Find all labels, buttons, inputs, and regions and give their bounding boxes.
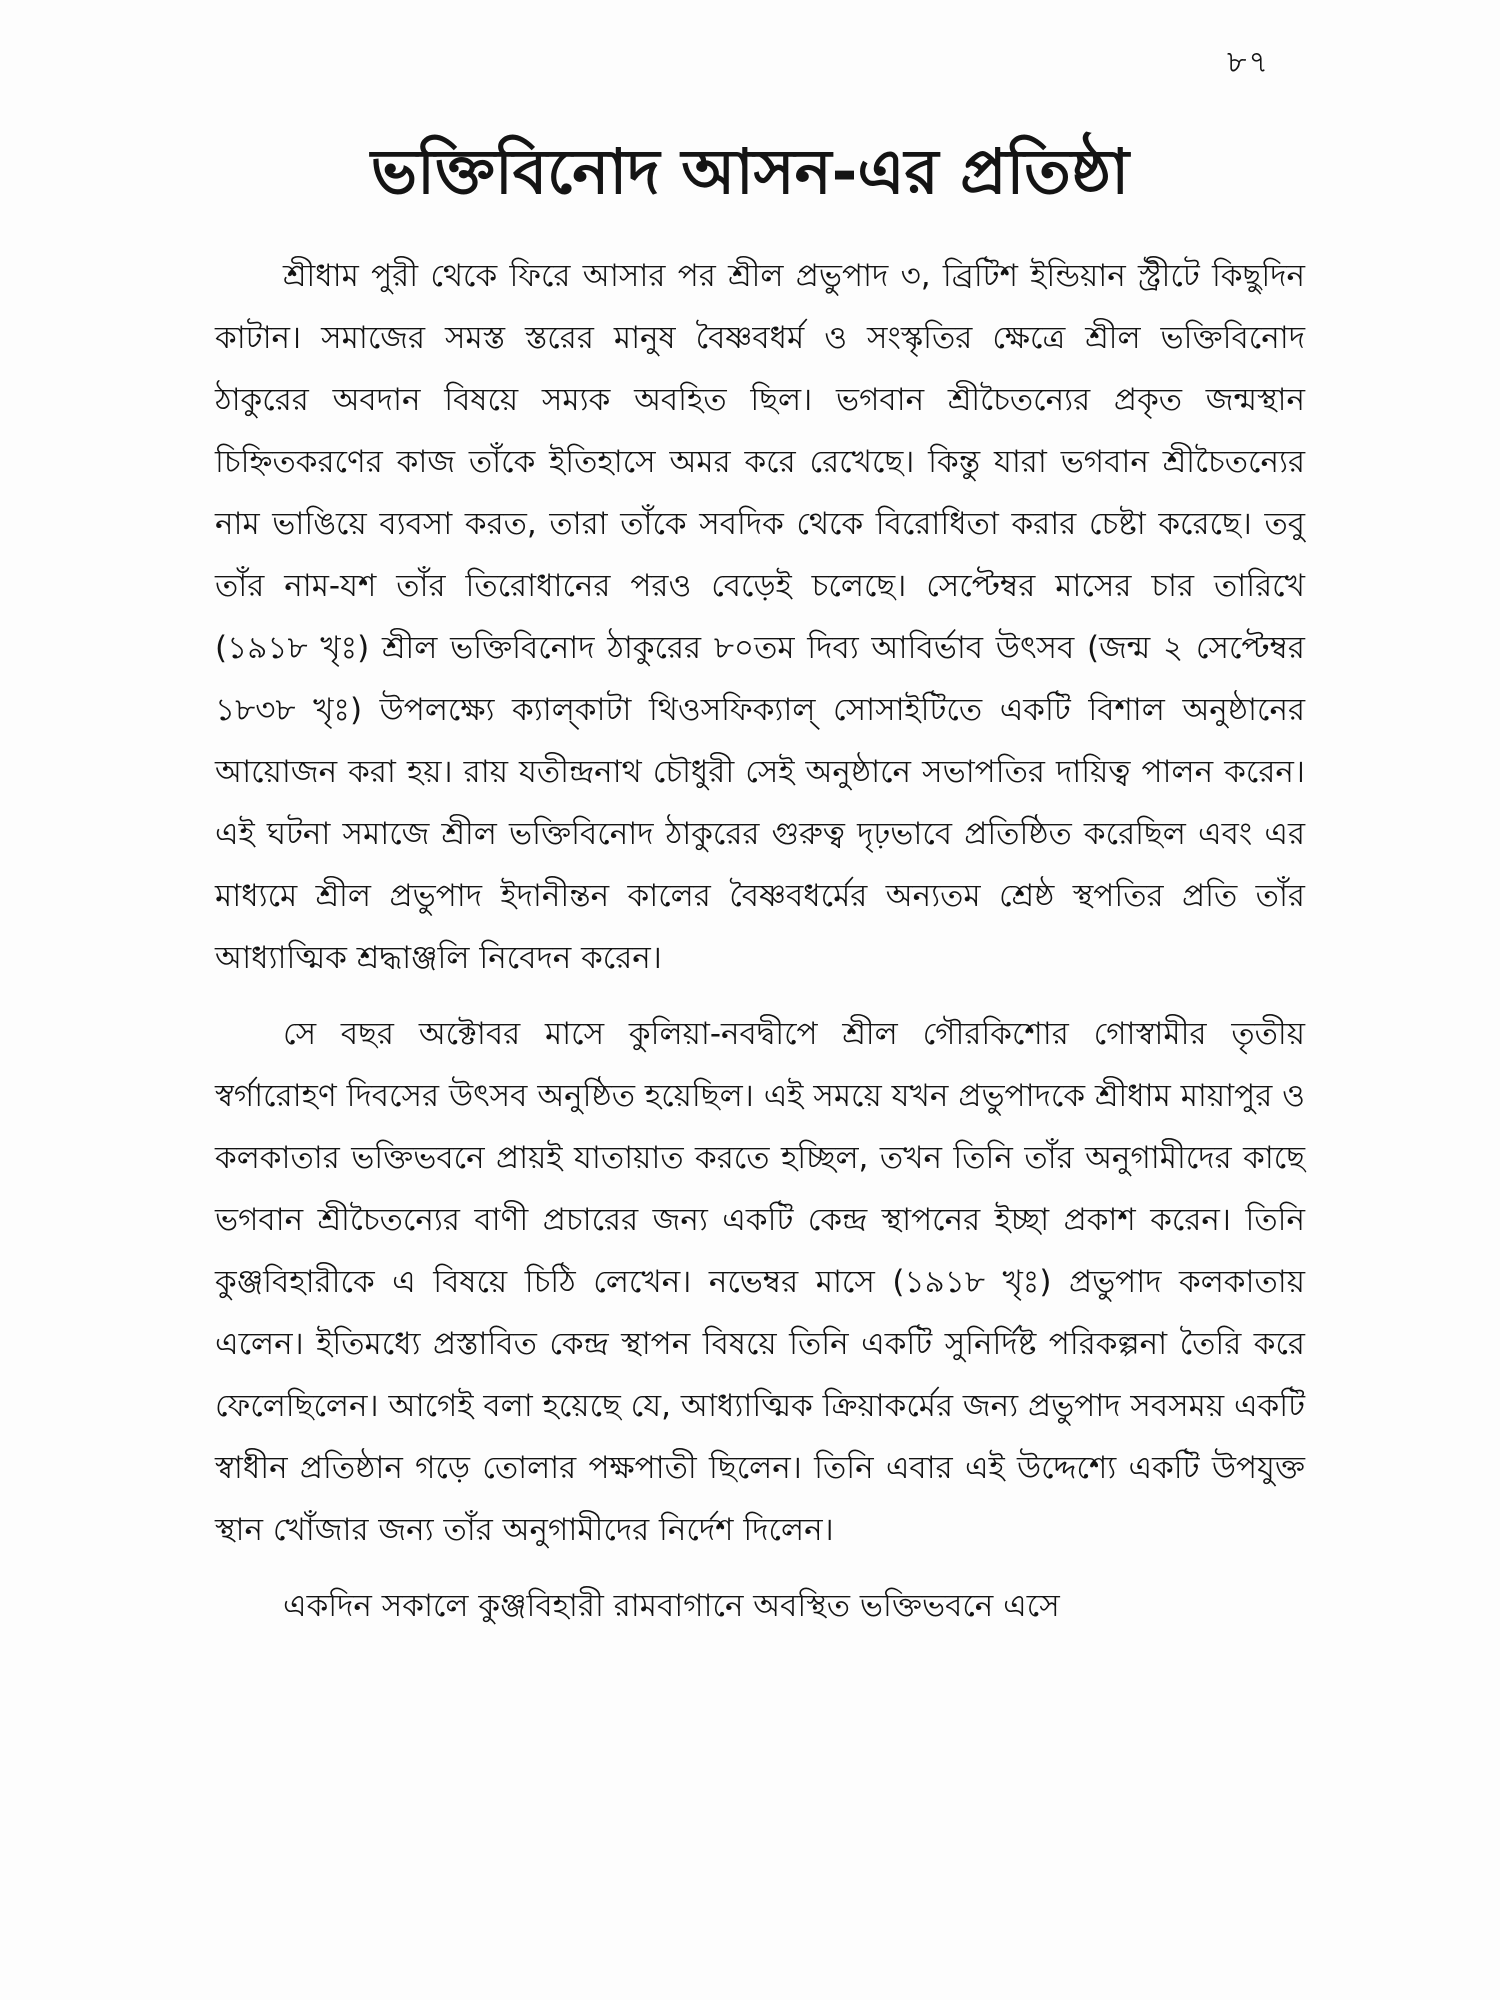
- page-number: ৮৭: [1227, 45, 1270, 80]
- paragraph-1: শ্রীধাম পুরী থেকে ফিরে আসার পর শ্রীল প্রভুপাদ ৩, ব্রিটিশ ইন্ডিয়ান স্ট্রীটে কিছুদিন কাটান। সমাজের সমস্ত স্তরের মানুষ বৈষ্ণবধর্ম ও সংস্কৃতির ক্ষেত্রে শ্রীল ভক্তিবিনোদ ঠাকুরের অবদান বিষয়ে সম্যক অবহিত ছিল। ভগবান শ্রীচৈতন্যের প্রকৃত জন্মস্থান চিহ্নিতকরণের কাজ তাঁকে ইতিহাসে অমর করে রেখেছে। কিন্তু যারা ভগবান শ্রীচৈতন্যের নাম ভাঙিয়ে ব্যবসা করত, তারা তাঁকে সবদিক থেকে বিরোধিতা করার চেষ্টা করেছে। তবু তাঁর নাম-যশ তাঁর তিরোধানের পরও বেড়েই চলেছে। সেপ্টেম্বর মাসের চার তারিখে (১৯১৮ খৃঃ) শ্রীল ভক্তিবিনোদ ঠাকুরের ৮০তম দিব্য আবির্ভাব উৎসব (জন্ম ২ সেপ্টেম্বর ১৮৩৮ খৃঃ) উপলক্ষ্যে ক্যাল্‌কাটা থিওসফিক্যাল্‌ সোসাইটিতে একটি বিশাল অনুষ্ঠানের আয়োজন করা হয়। রায় যতীন্দ্রনাথ চৌধুরী সেই অনুষ্ঠানে সভাপতির দায়িত্ব পালন করেন। এই ঘটনা সমাজে শ্রীল ভক্তিবিনোদ ঠাকুরের গুরুত্ব দৃঢ়ভাবে প্রতিষ্ঠিত করেছিল এবং এর মাধ্যমে শ্রীল প্রভুপাদ ইদানীন্তন কালের বৈষ্ণবধর্মের অন্যতম শ্রেষ্ঠ স্থপতির প্রতি তাঁর আধ্যাত্মিক শ্রদ্ধাঞ্জলি নিবেদন করেন।: [215, 258, 1305, 976]
- body-text: [215, 245, 1305, 1637]
- paragraph-2: সে বছর অক্টোবর মাসে কুলিয়া-নবদ্বীপে শ্রীল গৌরকিশোর গোস্বামীর তৃতীয় স্বর্গারোহণ দিবসের উৎসব অনুষ্ঠিত হয়েছিল। এই সময়ে যখন প্রভুপাদকে শ্রীধাম মায়াপুর ও কলকাতার ভক্তিভবনে প্রায়ই যাতায়াত করতে হচ্ছিল, তখন তিনি তাঁর অনুগামীদের কাছে ভগবান শ্রীচৈতন্যের বাণী প্রচারের জন্য একটি কেন্দ্র স্থাপনের ইচ্ছা প্রকাশ করেন। তিনি কুঞ্জবিহারীকে এ বিষয়ে চিঠি লেখেন। নভেম্বর মাসে (১৯১৮ খৃঃ) প্রভুপাদ কলকাতায় এলেন। ইতিমধ্যে প্রস্তাবিত কেন্দ্র স্থাপন বিষয়ে তিনি একটি সুনির্দিষ্ট পরিকল্পনা তৈরি করে ফেলেছিলেন। আগেই বলা হয়েছে যে, আধ্যাত্মিক ক্রিয়াকর্মের জন্য প্রভুপাদ সবসময় একটি স্বাধীন প্রতিষ্ঠান গড়ে তোলার পক্ষপাতী ছিলেন। তিনি এবার এই উদ্দেশ্যে একটি উপযুক্ত স্থান খোঁজার জন্য তাঁর অনুগামীদের নির্দেশ দিলেন।: [215, 1016, 1305, 1548]
- paragraph-3: একদিন সকালে কুঞ্জবিহারী রামবাগানে অবস্থিত ভক্তিভবনে এসে: [283, 1588, 1060, 1624]
- chapter-title: ভক্তিবিনোদ আসন-এর প্রতিষ্ঠা: [370, 135, 1130, 208]
